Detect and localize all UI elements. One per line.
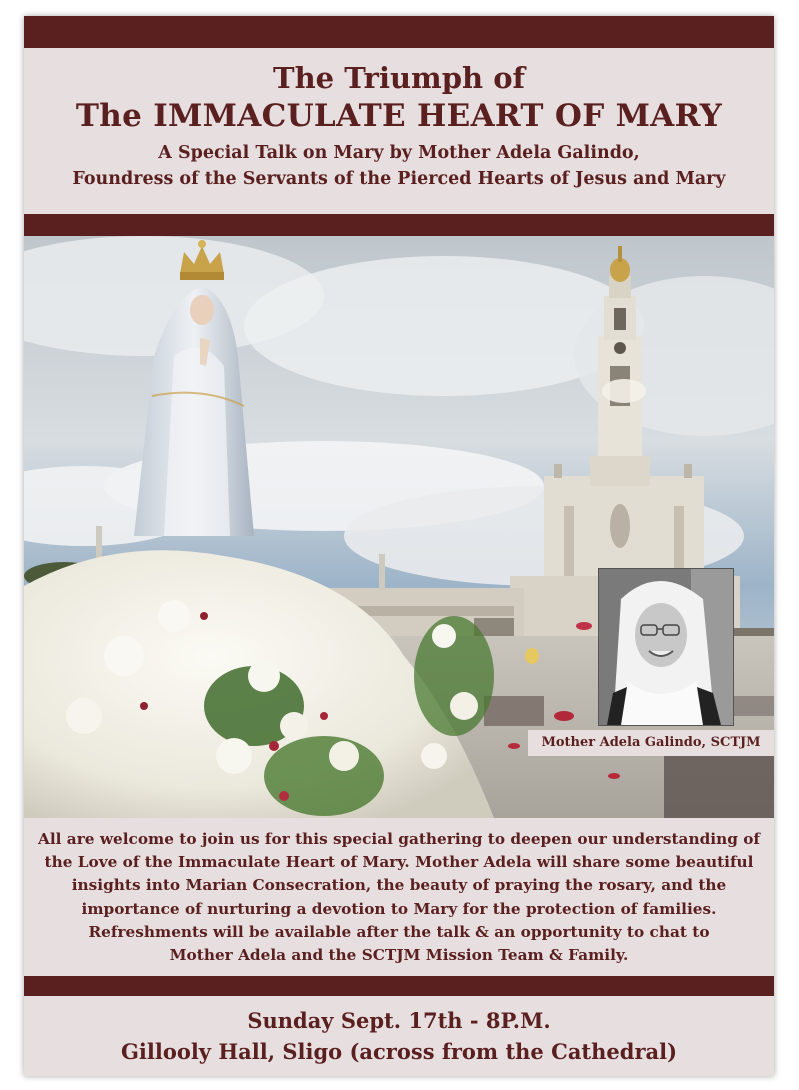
poster-header: [24, 48, 774, 214]
poster-title-line-1: The Triumph of: [272, 61, 526, 95]
event-venue: Gillooly Hall, Sligo (across from the Cathedral): [120, 1039, 678, 1064]
middle-band: [24, 214, 774, 236]
event-date-time: Sunday Sept. 17th - 8P.M.: [247, 1008, 551, 1033]
subtitle-line-1: A Special Talk on Mary by Mother Adela Galindo,: [158, 143, 640, 163]
event-details: [24, 996, 774, 1076]
subtitle-line-2: Foundress of the Servants of the Pierced Hearts of Jesus and Mary: [72, 169, 726, 189]
mother-adela-portrait: [598, 568, 734, 726]
poster-subtitle: [24, 140, 774, 192]
description-line: importance of nurturing a devotion to Mary for the protection of families.: [81, 899, 717, 918]
event-poster: [24, 16, 774, 1076]
poster-title-line-2: The IMMACULATE HEART OF MARY: [75, 98, 723, 134]
event-description: [24, 822, 774, 972]
portrait-caption: Mother Adela Galindo, SCTJM: [528, 730, 774, 756]
description-line: the Love of the Immaculate Heart of Mary. Mother Adela will share some beautiful: [44, 853, 754, 872]
lower-band: [24, 976, 774, 996]
description-line: insights into Marian Consecration, the beauty of praying the rosary, and the: [71, 876, 727, 895]
description-line: All are welcome to join us for this special gathering to deepen our understanding of: [37, 830, 761, 848]
description-line: Refreshments will be available after the talk & an opportunity to chat to: [88, 922, 710, 941]
portrait-illustration: [599, 569, 733, 725]
description-line: Mother Adela and the SCTJM Mission Team & Family.: [169, 946, 629, 965]
top-band: [24, 16, 774, 48]
